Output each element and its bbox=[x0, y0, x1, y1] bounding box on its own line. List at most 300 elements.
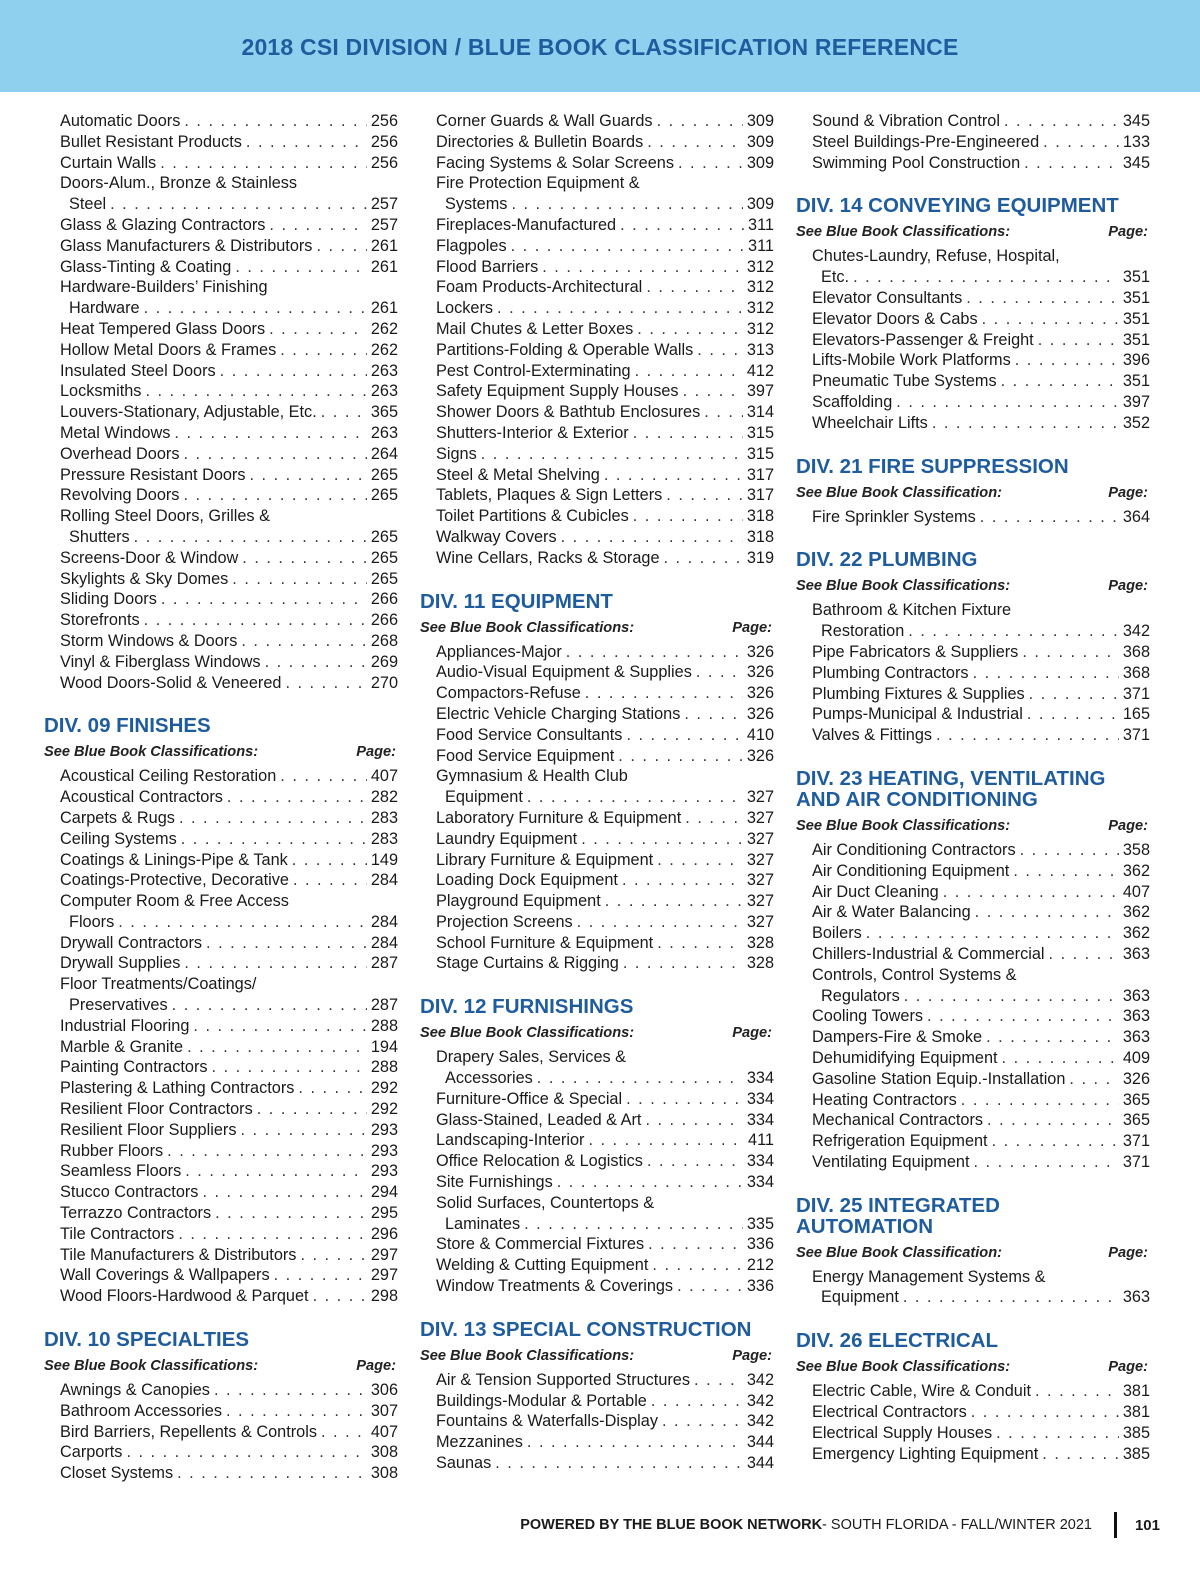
classification-subheading bbox=[420, 1025, 774, 1041]
dot-leader bbox=[527, 787, 743, 808]
entry-name: Lockers bbox=[436, 299, 494, 318]
entry-name: Doors-Alum., Bronze & Stainless bbox=[60, 174, 298, 193]
classification-entry bbox=[796, 1267, 1150, 1309]
entry-name: Bird Barriers, Repellents & Controls bbox=[60, 1422, 317, 1441]
dot-leader bbox=[269, 319, 367, 340]
classification-entry bbox=[44, 548, 398, 569]
classification-entry bbox=[796, 1402, 1150, 1423]
dot-leader bbox=[1035, 1381, 1119, 1402]
entry-name: Carports bbox=[60, 1443, 123, 1462]
subheading-label: See Blue Book Classifications: bbox=[796, 224, 1011, 241]
classification-entry bbox=[44, 589, 398, 610]
dot-leader bbox=[257, 1099, 367, 1120]
entry-name: Pipe Fabricators & Suppliers bbox=[812, 642, 1019, 661]
page-column-label: Page: bbox=[1108, 817, 1148, 834]
entry-page-number: 351 bbox=[1122, 372, 1150, 391]
dot-leader bbox=[620, 215, 744, 236]
entry-name: Industrial Flooring bbox=[60, 1016, 190, 1035]
entry-name: Drywall Supplies bbox=[60, 954, 181, 973]
entry-name: Drywall Contractors bbox=[60, 933, 203, 952]
entry-name-continued: Floors bbox=[69, 912, 115, 931]
entry-name: Scaffolding bbox=[812, 392, 893, 411]
entry-name: Storm Windows & Doors bbox=[60, 631, 238, 650]
entry-page-number: 284 bbox=[370, 933, 398, 952]
entry-name: Mail Chutes & Letter Boxes bbox=[436, 319, 634, 338]
entry-name: Gasoline Station Equip.-Installation bbox=[812, 1069, 1066, 1088]
page-column-label: Page: bbox=[1108, 1359, 1148, 1376]
entry-page-number: 319 bbox=[746, 548, 774, 567]
classification-entry bbox=[796, 309, 1150, 330]
entry-page-number: 397 bbox=[1122, 392, 1150, 411]
entry-page-number: 315 bbox=[746, 423, 774, 442]
dot-leader bbox=[185, 1161, 367, 1182]
classification-entry bbox=[44, 673, 398, 694]
dot-leader bbox=[178, 1224, 367, 1245]
dot-leader bbox=[973, 663, 1119, 684]
entry-name: Sound & Vibration Control bbox=[812, 112, 1000, 130]
subheading-label: See Blue Book Classification: bbox=[796, 484, 1002, 501]
entry-page-number: 287 bbox=[370, 954, 398, 973]
entry-page-number: 327 bbox=[746, 808, 774, 827]
classification-entry bbox=[44, 1141, 398, 1162]
page-footer bbox=[520, 1512, 1160, 1538]
dot-leader bbox=[646, 277, 743, 298]
classification-entry bbox=[44, 1422, 398, 1443]
dot-leader bbox=[1002, 1048, 1119, 1069]
entry-name: Skylights & Sky Domes bbox=[60, 569, 229, 588]
classification-entry bbox=[44, 361, 398, 382]
entry-name: Fountains & Waterfalls-Display bbox=[436, 1412, 658, 1431]
classification-entry bbox=[420, 725, 774, 746]
classification-entry bbox=[420, 319, 774, 340]
entry-name: Ventilating Equipment bbox=[812, 1152, 970, 1171]
classification-entry bbox=[44, 381, 398, 402]
classification-entry bbox=[44, 974, 398, 1016]
classification-entry bbox=[796, 350, 1150, 371]
dot-leader bbox=[622, 870, 743, 891]
dot-leader bbox=[1049, 944, 1119, 965]
entry-page-number: 309 bbox=[746, 153, 774, 172]
dot-leader bbox=[300, 1245, 366, 1266]
classification-entry bbox=[44, 1442, 398, 1463]
entry-page-number: 257 bbox=[370, 215, 398, 234]
dot-leader bbox=[982, 309, 1119, 330]
classification-entry bbox=[796, 288, 1150, 309]
entry-name: Energy Management Systems & bbox=[812, 1267, 1046, 1286]
entry-name-continued: Steel bbox=[69, 195, 107, 214]
classification-entry bbox=[420, 746, 774, 767]
entry-page-number: 368 bbox=[1122, 663, 1150, 682]
dot-leader bbox=[511, 194, 742, 215]
classification-entry bbox=[44, 319, 398, 340]
dot-leader bbox=[226, 1401, 367, 1422]
dot-leader bbox=[511, 236, 744, 257]
entry-page-number: 309 bbox=[746, 132, 774, 151]
entry-page-number: 326 bbox=[746, 663, 774, 682]
dot-leader bbox=[662, 1411, 743, 1432]
entry-name: Electric Cable, Wire & Conduit bbox=[812, 1382, 1031, 1401]
entry-page-number: 351 bbox=[1122, 330, 1150, 349]
dot-leader bbox=[193, 1016, 366, 1037]
entry-page-number: 334 bbox=[746, 1089, 774, 1108]
dot-leader bbox=[647, 132, 743, 153]
entry-name: Corner Guards & Wall Guards bbox=[436, 112, 653, 130]
entry-page-number: 256 bbox=[370, 132, 398, 151]
entry-page-number: 284 bbox=[370, 871, 398, 890]
entry-name: Glass-Tinting & Coating bbox=[60, 257, 232, 276]
entry-name: Coatings & Linings-Pipe & Tank bbox=[60, 850, 288, 869]
dot-leader bbox=[1001, 371, 1119, 392]
entry-page-number: 293 bbox=[370, 1162, 398, 1181]
dot-leader bbox=[694, 1370, 743, 1391]
classification-entry bbox=[796, 663, 1150, 684]
dot-leader bbox=[232, 569, 367, 590]
entry-name: Chillers-Industrial & Commercial bbox=[812, 944, 1045, 963]
dot-leader bbox=[561, 527, 743, 548]
entry-page-number: 293 bbox=[370, 1120, 398, 1139]
classification-entry bbox=[796, 944, 1150, 965]
classification-entry bbox=[44, 808, 398, 829]
subheading-label: See Blue Book Classifications: bbox=[796, 578, 1011, 595]
division-heading: DIV. 26 ELECTRICAL bbox=[796, 1329, 999, 1353]
entry-name: Steel Buildings-Pre-Engineered bbox=[812, 132, 1040, 151]
classification-entry bbox=[44, 569, 398, 590]
entry-name: Screens-Door & Window bbox=[60, 548, 239, 567]
classification-entry bbox=[420, 277, 774, 298]
entry-name: Dehumidifying Equipment bbox=[812, 1048, 998, 1067]
entry-name: Boilers bbox=[812, 924, 862, 943]
entry-page-number: 312 bbox=[746, 257, 774, 276]
entry-page-number: 307 bbox=[370, 1401, 398, 1420]
entry-page-number: 266 bbox=[370, 611, 398, 630]
entry-name: Solid Surfaces, Countertops & bbox=[436, 1193, 655, 1212]
classification-entry bbox=[420, 1110, 774, 1131]
entry-page-number: 363 bbox=[1122, 944, 1150, 963]
entry-name: Hollow Metal Doors & Frames bbox=[60, 340, 277, 359]
entry-page-number: 345 bbox=[1122, 112, 1150, 130]
classification-entry bbox=[420, 1130, 774, 1151]
entry-page-number: 351 bbox=[1122, 268, 1150, 287]
classification-subheading bbox=[44, 744, 398, 760]
entry-page-number: 365 bbox=[370, 403, 398, 422]
entry-name: Bullet Resistant Products bbox=[60, 132, 242, 151]
entry-page-number: 262 bbox=[370, 319, 398, 338]
entry-page-number: 407 bbox=[370, 1422, 398, 1441]
classification-entry bbox=[44, 257, 398, 278]
classification-entry bbox=[420, 298, 774, 319]
dot-leader bbox=[623, 953, 743, 974]
classification-entry bbox=[44, 1099, 398, 1120]
classification-entry bbox=[44, 444, 398, 465]
entry-name: Facing Systems & Solar Screens bbox=[436, 153, 674, 172]
entry-page-number: 412 bbox=[746, 361, 774, 380]
subheading-label: See Blue Book Classifications: bbox=[44, 744, 259, 761]
entry-page-number: 306 bbox=[370, 1381, 398, 1400]
entry-name: Acoustical Ceiling Restoration bbox=[60, 767, 277, 786]
classification-entry bbox=[420, 850, 774, 871]
entry-name: Air & Water Balancing bbox=[812, 903, 971, 922]
entry-name: Window Treatments & Coverings bbox=[436, 1277, 674, 1296]
entry-page-number: 362 bbox=[1122, 924, 1150, 943]
entry-page-number: 165 bbox=[1122, 705, 1150, 724]
dot-leader bbox=[134, 527, 367, 548]
dot-leader bbox=[250, 465, 367, 486]
entry-name: Emergency Lighting Equipment bbox=[812, 1444, 1039, 1463]
footer-powered-by: POWERED BY THE BLUE BOOK NETWORK bbox=[520, 1517, 823, 1533]
entry-page-number: 265 bbox=[370, 548, 398, 567]
entry-name: Rolling Steel Doors, Grilles & bbox=[60, 507, 270, 526]
classification-entry bbox=[44, 1401, 398, 1422]
entry-page-number: 288 bbox=[370, 1058, 398, 1077]
dot-leader bbox=[321, 402, 367, 423]
entry-name-continued: Restoration bbox=[821, 622, 905, 641]
entry-continuation bbox=[812, 986, 1150, 1007]
entry-page-number: 294 bbox=[370, 1183, 398, 1202]
entry-page-number: 363 bbox=[1122, 1007, 1150, 1026]
entry-page-number: 328 bbox=[746, 933, 774, 952]
dot-leader bbox=[177, 1463, 367, 1484]
column-2 bbox=[420, 111, 774, 1474]
entry-page-number: 295 bbox=[370, 1204, 398, 1223]
dot-leader bbox=[316, 236, 366, 257]
classification-subheading bbox=[44, 1358, 398, 1374]
entry-page-number: 326 bbox=[746, 704, 774, 723]
dot-leader bbox=[618, 746, 743, 767]
entry-page-number: 334 bbox=[746, 1110, 774, 1129]
dot-leader bbox=[497, 298, 743, 319]
entry-name-continued: Accessories bbox=[445, 1069, 533, 1088]
entry-continuation bbox=[812, 1287, 1150, 1308]
column-3 bbox=[796, 111, 1150, 1464]
entry-name: Laboratory Furniture & Equipment bbox=[436, 808, 682, 827]
entry-name: Resilient Floor Contractors bbox=[60, 1100, 253, 1119]
entry-name: Flood Barriers bbox=[436, 257, 539, 276]
dot-leader bbox=[992, 1131, 1119, 1152]
entry-name: Painting Contractors bbox=[60, 1058, 208, 1077]
dot-leader bbox=[1024, 153, 1119, 174]
dot-leader bbox=[184, 111, 366, 132]
entry-name-continued: Shutters bbox=[69, 527, 130, 546]
classification-entry bbox=[796, 1110, 1150, 1131]
dot-leader bbox=[980, 507, 1119, 528]
entry-page-number: 288 bbox=[370, 1016, 398, 1035]
dot-leader bbox=[181, 829, 367, 850]
classification-entry bbox=[420, 870, 774, 891]
entry-page-number: 328 bbox=[746, 954, 774, 973]
dot-leader bbox=[220, 361, 367, 382]
entry-name: Vinyl & Fiberglass Windows bbox=[60, 652, 261, 671]
classification-entry bbox=[44, 1182, 398, 1203]
classification-entry bbox=[420, 1193, 774, 1235]
dot-leader bbox=[566, 642, 743, 663]
entry-name: Laundry Equipment bbox=[436, 829, 578, 848]
entry-name: Pneumatic Tube Systems bbox=[812, 372, 997, 391]
entry-name: Plumbing Contractors bbox=[812, 663, 969, 682]
footer-divider bbox=[1114, 1512, 1117, 1538]
entry-page-number: 327 bbox=[746, 912, 774, 931]
dot-leader bbox=[293, 870, 367, 891]
classification-entry bbox=[44, 215, 398, 236]
entry-name-continued: Systems bbox=[445, 195, 508, 214]
classification-subheading bbox=[796, 1359, 1150, 1375]
dot-leader bbox=[657, 111, 743, 132]
dot-leader bbox=[202, 1182, 366, 1203]
entry-page-number: 358 bbox=[1122, 840, 1150, 859]
entry-page-number: 327 bbox=[746, 788, 774, 807]
entry-name: Walkway Covers bbox=[436, 527, 557, 546]
classification-entry bbox=[44, 1161, 398, 1182]
dot-leader bbox=[144, 610, 367, 631]
dot-leader bbox=[637, 319, 743, 340]
classification-entry bbox=[44, 1286, 398, 1307]
classification-entry bbox=[420, 1089, 774, 1110]
dot-leader bbox=[1069, 1069, 1118, 1090]
entry-page-number: 308 bbox=[370, 1443, 398, 1462]
entry-page-number: 345 bbox=[1122, 153, 1150, 172]
classification-entry bbox=[796, 1006, 1150, 1027]
entry-continuation bbox=[436, 787, 774, 808]
entry-page-number: 385 bbox=[1122, 1444, 1150, 1463]
dot-leader bbox=[648, 1234, 743, 1255]
classification-entry bbox=[796, 600, 1150, 642]
entry-page-number: 342 bbox=[746, 1391, 774, 1410]
dot-leader bbox=[986, 1027, 1119, 1048]
entry-name: Acoustical Contractors bbox=[60, 788, 223, 807]
entry-name: Elevator Doors & Cabs bbox=[812, 309, 978, 328]
classification-entry bbox=[44, 236, 398, 257]
classification-entry bbox=[420, 257, 774, 278]
entry-name: Drapery Sales, Services & bbox=[436, 1048, 627, 1067]
entry-page-number: 309 bbox=[746, 195, 774, 214]
entry-name: Automatic Doors bbox=[60, 112, 181, 130]
entry-name: Compactors-Refuse bbox=[436, 684, 581, 703]
classification-entry bbox=[796, 153, 1150, 174]
classification-entry bbox=[796, 642, 1150, 663]
entry-page-number: 283 bbox=[370, 808, 398, 827]
dot-leader bbox=[235, 257, 367, 278]
entry-name: Electric Vehicle Charging Stations bbox=[436, 704, 681, 723]
entry-page-number: 296 bbox=[370, 1224, 398, 1243]
entry-name: Plumbing Fixtures & Supplies bbox=[812, 684, 1025, 703]
subheading-label: See Blue Book Classifications: bbox=[420, 619, 635, 636]
entry-page-number: 362 bbox=[1122, 861, 1150, 880]
entry-page-number: 334 bbox=[746, 1173, 774, 1192]
entry-page-number: 327 bbox=[746, 829, 774, 848]
dot-leader bbox=[588, 1130, 744, 1151]
classification-entry bbox=[44, 1245, 398, 1266]
entry-name: Mezzanines bbox=[436, 1433, 523, 1452]
dot-leader bbox=[626, 725, 742, 746]
classification-entry bbox=[420, 111, 774, 132]
entry-name: Air & Tension Supported Structures bbox=[436, 1370, 691, 1389]
classification-entry bbox=[420, 1172, 774, 1193]
division-heading: DIV. 12 FURNISHINGS bbox=[420, 995, 634, 1019]
entry-name: Revolving Doors bbox=[60, 486, 180, 505]
entry-page-number: 351 bbox=[1122, 309, 1150, 328]
entry-name: Gymnasium & Health Club bbox=[436, 767, 628, 786]
entry-page-number: 313 bbox=[746, 340, 774, 359]
classification-entry bbox=[44, 870, 398, 891]
classification-entry bbox=[420, 808, 774, 829]
subheading-label: See Blue Book Classifications: bbox=[796, 1359, 1011, 1376]
entry-name: Wall Coverings & Wallpapers bbox=[60, 1266, 270, 1285]
dot-leader bbox=[1013, 861, 1119, 882]
classification-entry bbox=[796, 1381, 1150, 1402]
entry-continuation bbox=[812, 267, 1150, 288]
entry-name-continued: Hardware bbox=[69, 299, 140, 318]
entry-continuation bbox=[436, 1214, 774, 1235]
dot-leader bbox=[1043, 132, 1119, 153]
entry-page-number: 317 bbox=[746, 486, 774, 505]
page-column-label: Page: bbox=[1108, 578, 1148, 595]
dot-leader bbox=[110, 194, 367, 215]
entry-name: Fire Protection Equipment & bbox=[436, 174, 640, 193]
entry-name: Electrical Supply Houses bbox=[812, 1423, 993, 1442]
entry-name: School Furniture & Equipment bbox=[436, 933, 654, 952]
classification-entry bbox=[796, 923, 1150, 944]
dot-leader bbox=[167, 1141, 367, 1162]
classification-entry bbox=[420, 444, 774, 465]
page-column-label: Page: bbox=[356, 1358, 396, 1375]
classification-entry bbox=[796, 840, 1150, 861]
dot-leader bbox=[285, 673, 366, 694]
classification-entry bbox=[796, 246, 1150, 288]
classification-entry bbox=[420, 1276, 774, 1297]
entry-name: Flagpoles bbox=[436, 236, 507, 255]
dot-leader bbox=[481, 444, 743, 465]
classification-entry bbox=[44, 631, 398, 652]
dot-leader bbox=[652, 1255, 742, 1276]
classification-entry bbox=[44, 1224, 398, 1245]
dot-leader bbox=[145, 381, 366, 402]
dot-leader bbox=[274, 1265, 367, 1286]
classification-subheading bbox=[796, 485, 1150, 501]
classification-entry bbox=[44, 1265, 398, 1286]
entry-continuation bbox=[60, 194, 398, 215]
entry-name: Heat Tempered Glass Doors bbox=[60, 319, 266, 338]
dot-leader bbox=[1004, 111, 1119, 132]
entry-name: Furniture-Office & Special bbox=[436, 1089, 623, 1108]
entry-page-number: 385 bbox=[1122, 1423, 1150, 1442]
entry-page-number: 270 bbox=[370, 673, 398, 692]
entry-name: Floor Treatments/Coatings/ bbox=[60, 975, 257, 994]
entry-page-number: 265 bbox=[370, 465, 398, 484]
entry-page-number: 344 bbox=[746, 1433, 774, 1452]
entry-name-continued: Preservatives bbox=[69, 996, 168, 1015]
dot-leader bbox=[495, 1453, 743, 1474]
entry-continuation bbox=[60, 995, 398, 1016]
dot-leader bbox=[683, 381, 743, 402]
classification-entry bbox=[44, 1057, 398, 1078]
dot-leader bbox=[585, 683, 743, 704]
entry-name: Air Conditioning Equipment bbox=[812, 861, 1010, 880]
dot-leader bbox=[298, 1078, 366, 1099]
entry-page-number: 263 bbox=[370, 423, 398, 442]
dot-leader bbox=[524, 1214, 743, 1235]
entry-name: Pest Control-Exterminating bbox=[436, 361, 631, 380]
entry-name: Tile Manufacturers & Distributors bbox=[60, 1245, 297, 1264]
dot-leader bbox=[172, 995, 367, 1016]
entry-page-number: 363 bbox=[1122, 1288, 1150, 1307]
division-heading: DIV. 13 SPECIAL CONSTRUCTION bbox=[420, 1317, 752, 1341]
dot-leader bbox=[126, 1442, 366, 1463]
entry-page-number: 334 bbox=[746, 1069, 774, 1088]
entry-name-continued: Etc. bbox=[821, 268, 850, 287]
dot-leader bbox=[215, 1203, 367, 1224]
classification-entry bbox=[420, 1255, 774, 1276]
entry-page-number: 268 bbox=[370, 631, 398, 650]
dot-leader bbox=[246, 132, 367, 153]
